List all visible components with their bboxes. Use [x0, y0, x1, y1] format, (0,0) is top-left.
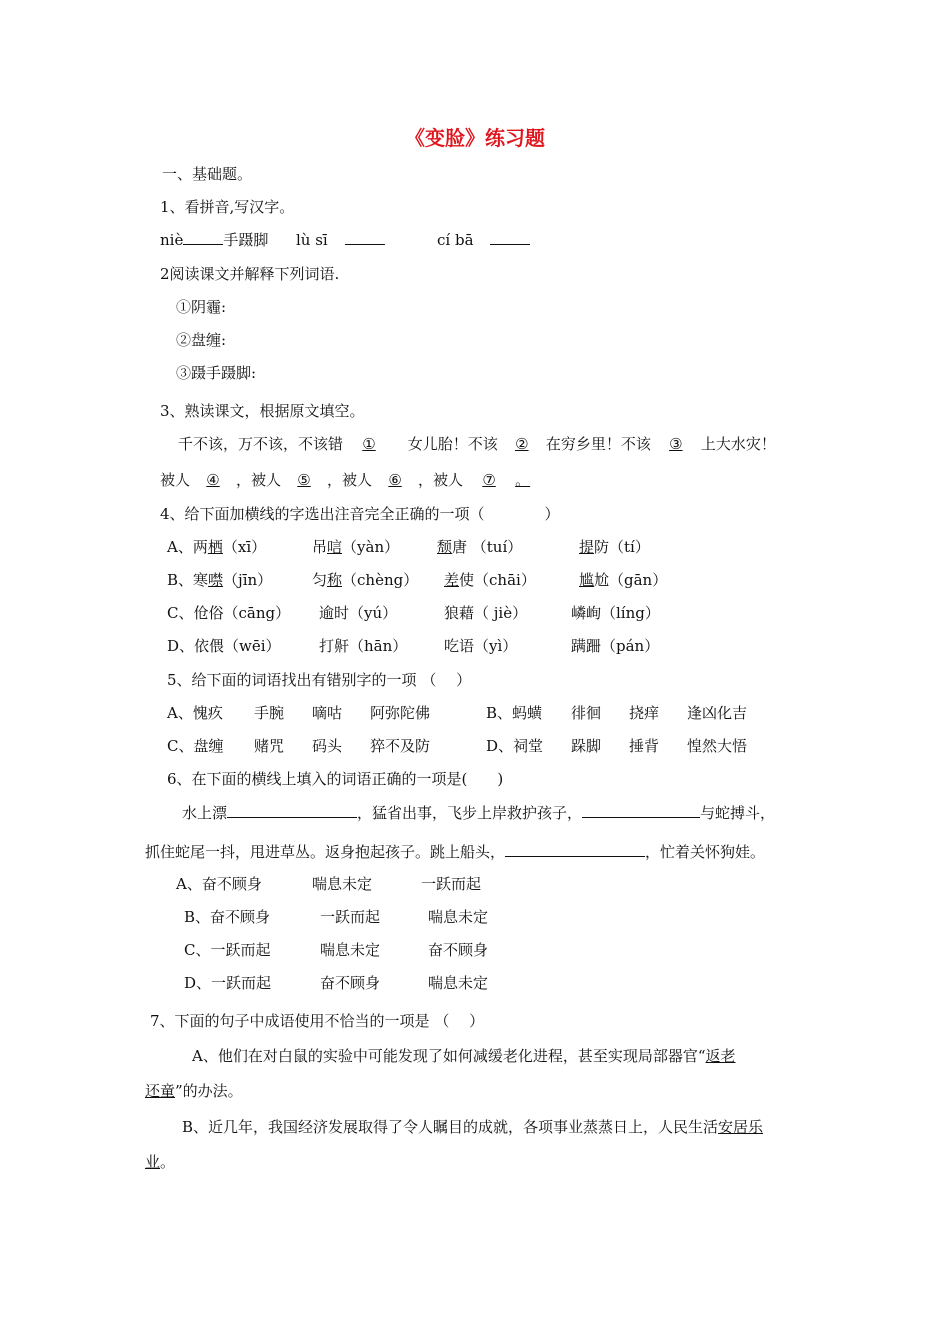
option-a[interactable]: A、奋不顾身 — [176, 875, 262, 893]
question-7-option-b-cont — [145, 1152, 175, 1172]
fill-blank-1[interactable]: ① — [362, 435, 376, 453]
option-d-word-4: 蹒跚（pán） — [571, 637, 660, 655]
word: 喘息未定 — [312, 875, 373, 893]
text: 与蛇搏斗， — [700, 804, 776, 822]
text: B、寒 — [167, 571, 209, 589]
option-c-word-3: 狼藉（ jiè） — [444, 604, 528, 622]
answer-blank[interactable] — [505, 842, 645, 857]
option-a-word-2 — [312, 537, 399, 557]
underlined-char: 颓 — [437, 538, 453, 556]
option-b[interactable]: B、奋不顾身 — [184, 908, 271, 926]
text: 在穷乡里！不该 — [545, 435, 651, 453]
text: 。 — [160, 1153, 176, 1171]
underlined-idiom: 还童 — [145, 1082, 176, 1100]
text: 。 — [515, 471, 531, 489]
option-a[interactable] — [167, 537, 266, 557]
option-d-word-3: 吃语（yì） — [444, 637, 518, 655]
text: 上大水灾！ — [700, 435, 776, 453]
text: 吊 — [312, 538, 328, 556]
option-a-word-3 — [437, 537, 522, 557]
underlined-char: 提 — [579, 538, 595, 556]
word: 赌咒 — [254, 737, 285, 755]
text: （chèng） — [342, 571, 419, 589]
underlined-idiom: 业 — [145, 1153, 161, 1171]
text: 抓住蛇尾一抖，甩进草丛。返身抱起孩子。跳上船头， — [145, 843, 506, 861]
question-2-item: ②盘缠: — [176, 331, 227, 349]
word: 喘息未定 — [320, 941, 381, 959]
text: 防（tí） — [594, 538, 650, 556]
option-b-word-4 — [571, 570, 667, 590]
underlined-char: 尴 — [579, 571, 595, 589]
word: 喘息未定 — [428, 974, 489, 992]
question-6-passage-1 — [182, 803, 775, 823]
word: 码头 — [312, 737, 343, 755]
word: 奋不顾身 — [428, 941, 489, 959]
option-b[interactable]: B、蚂蟥 — [486, 704, 543, 722]
fill-blank-5[interactable]: ⑤ — [297, 471, 311, 489]
question-7-option-a[interactable] — [192, 1046, 736, 1066]
text: 尬（gān） — [594, 571, 668, 589]
question-2-heading: 2阅读课文并解释下列词语. — [160, 265, 340, 283]
option-d[interactable]: D、依偎（wēi） — [167, 637, 281, 655]
answer-blank[interactable] — [345, 230, 385, 245]
text: ，被人 — [418, 471, 464, 489]
question-1-item-c — [437, 230, 530, 250]
pinyin-a: niè — [160, 231, 184, 249]
option-b[interactable] — [167, 570, 272, 590]
question-1-heading: 1、看拼音,写汉字。 — [160, 198, 295, 216]
page-title: 《变脸》练习题 — [405, 126, 545, 150]
question-6-passage-2 — [145, 842, 765, 862]
option-d[interactable]: D、祠堂 — [486, 737, 544, 755]
option-b-word-3 — [444, 570, 536, 590]
question-2-item: ①阴霾: — [176, 298, 227, 316]
text: ，被人 — [327, 471, 373, 489]
question-2-item: ③蹑手蹑脚: — [176, 364, 257, 382]
fill-blank-4[interactable]: ④ — [206, 471, 220, 489]
section-heading: 一、基础题。 — [162, 165, 253, 183]
option-c[interactable]: C、伧俗（cāng） — [167, 604, 291, 622]
option-a-word-4 — [579, 537, 650, 557]
word: 奋不顾身 — [320, 974, 381, 992]
underlined-idiom: 返老 — [705, 1047, 736, 1065]
text: （xī） — [222, 538, 267, 556]
fill-blank-3[interactable]: ③ — [669, 435, 683, 453]
question-3-heading: 3、熟读课文，根据原文填空。 — [160, 402, 365, 420]
pinyin-b: lù sī — [296, 231, 328, 249]
question-7-heading: 7、下面的句子中成语使用不恰当的一项是 （ ） — [150, 1012, 485, 1030]
answer-blank[interactable] — [582, 803, 700, 818]
text: ，猛省出事，飞步上岸救护孩子， — [357, 804, 583, 822]
option-d-word-2: 打鼾（hān） — [319, 637, 408, 655]
word-tail: 手蹑脚 — [223, 231, 269, 249]
question-4-heading: 4、给下面加横线的字选出注音完全正确的一项（ ） — [160, 505, 560, 523]
text: 女儿胎！不该 — [407, 435, 498, 453]
option-b-word-2 — [312, 570, 418, 590]
text: 唐 （tuí） — [452, 538, 523, 556]
question-7-option-b[interactable] — [182, 1117, 763, 1137]
text: A、两 — [167, 538, 208, 556]
text: 被人 — [160, 471, 191, 489]
option-c[interactable]: C、盘缠 — [167, 737, 224, 755]
option-c-word-2: 逾时（yú） — [319, 604, 398, 622]
text: B、近几年，我国经济发展取得了令人瞩目的成就，各项事业蒸蒸日上，人民生活 — [182, 1118, 719, 1136]
word: 逢凶化吉 — [687, 704, 748, 722]
underlined-idiom: 安居乐 — [718, 1118, 764, 1136]
option-c[interactable]: C、一跃而起 — [184, 941, 271, 959]
text: 千不该，万不该，不该错 — [178, 435, 344, 453]
word: 喘息未定 — [428, 908, 489, 926]
answer-blank[interactable] — [183, 230, 223, 245]
word: 嘀咕 — [312, 704, 343, 722]
word: 手腕 — [254, 704, 285, 722]
question-6-heading: 6、在下面的横线上填入的词语正确的一项是( ) — [167, 770, 504, 788]
underlined-char: 唁 — [327, 538, 343, 556]
word: 徘徊 — [571, 704, 602, 722]
option-a[interactable]: A、愧疚 — [167, 704, 223, 722]
fill-blank-2[interactable]: ② — [515, 435, 529, 453]
text: （jīn） — [223, 571, 273, 589]
underlined-char: 称 — [327, 571, 343, 589]
text: A、他们在对白鼠的实验中可能发现了如何减缓老化进程，甚至实现局部器官“ — [192, 1047, 706, 1065]
question-5-heading: 5、给下面的词语找出有错别字的一项 （ ） — [167, 671, 472, 689]
fill-blank-6[interactable]: ⑥ — [388, 471, 402, 489]
fill-blank-7[interactable]: ⑦ — [482, 471, 496, 489]
question-1-item-a — [160, 230, 268, 250]
text: 使（chāi） — [459, 571, 536, 589]
text: ，被人 — [236, 471, 282, 489]
text: 水上漂 — [182, 804, 228, 822]
option-c-word-4: 嶙峋（líng） — [571, 604, 660, 622]
text: （yàn） — [342, 538, 400, 556]
word: 猝不及防 — [370, 737, 431, 755]
text: ”的办法。 — [175, 1082, 243, 1100]
question-3-line-2 — [160, 470, 530, 490]
text: ，忙着关怀狗娃。 — [645, 843, 766, 861]
word: 阿弥陀佛 — [370, 704, 431, 722]
word: 惶然大悟 — [687, 737, 748, 755]
underlined-char: 噤 — [208, 571, 224, 589]
word: 捶背 — [629, 737, 660, 755]
text: 匀 — [312, 571, 328, 589]
answer-blank[interactable] — [227, 803, 357, 818]
word: 一跃而起 — [320, 908, 381, 926]
word: 挠痒 — [629, 704, 660, 722]
word: 跺脚 — [571, 737, 602, 755]
option-d[interactable]: D、一跃而起 — [184, 974, 272, 992]
question-1-item-b — [296, 230, 385, 250]
question-3-line-1 — [178, 434, 776, 454]
word: 一跃而起 — [421, 875, 482, 893]
question-7-option-a-cont — [145, 1081, 243, 1101]
underlined-char: 差 — [444, 571, 460, 589]
answer-blank[interactable] — [490, 230, 530, 245]
underlined-char: 栖 — [207, 538, 223, 556]
pinyin-c: cí bā — [437, 231, 474, 249]
